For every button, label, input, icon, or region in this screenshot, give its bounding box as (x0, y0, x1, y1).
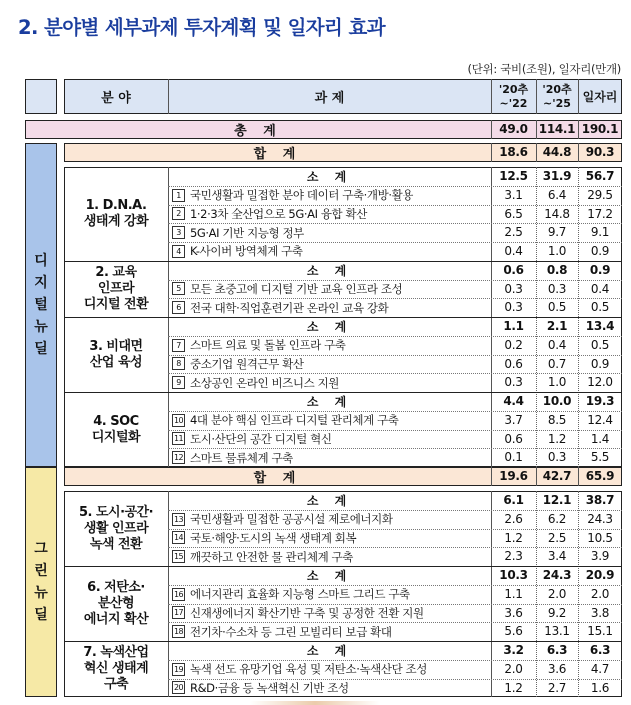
task-text: 깨끗하고 안전한 물 관리체계 구축 (190, 549, 353, 564)
task-number-badge: 16 (172, 588, 185, 601)
task-text: 전기차·수소차 등 그린 모빌리티 보급 확대 (190, 624, 392, 639)
task-4-value-1: 0.4 (504, 244, 523, 258)
task-1-value-2: 6.4 (547, 187, 567, 202)
digital-subtotal-label: 합 계 (253, 147, 302, 162)
task-16-value-1: 1.1 (504, 586, 523, 601)
task-number-badge: 12 (172, 451, 185, 464)
task-16-value-3: 2.0 (590, 586, 610, 601)
task-row-2 (172, 205, 489, 224)
group-4-subtotal-value-1: 4.4 (503, 394, 524, 408)
group-3-subtotal-value-1: 1.1 (503, 319, 524, 333)
task-text: K-사이버 방역체계 구축 (190, 244, 303, 259)
task-text: 녹색 선도 유망기업 육성 및 저탄소·녹색산단 조성 (190, 662, 427, 677)
green-section-label: 그린뉴딜 (34, 541, 48, 624)
group-7-subtotal-value-2: 6.3 (546, 643, 568, 657)
area-divider (168, 491, 169, 697)
header-corner (25, 79, 57, 114)
group-subtotal-label: 소 계 (306, 568, 353, 583)
group-4-subtotal-value-3: 19.3 (585, 394, 615, 408)
task-number-badge: 8 (172, 357, 185, 370)
task-row-16 (172, 585, 489, 604)
total-value-3: 190.1 (581, 122, 619, 136)
task-row-14 (172, 529, 489, 548)
task-10-value-1: 3.7 (504, 412, 523, 427)
group-subtotal-label: 소 계 (306, 643, 353, 658)
task-number-badge: 5 (172, 282, 185, 295)
task-10-value-2: 8.5 (547, 412, 567, 427)
task-row-6 (172, 298, 489, 317)
task-3-value-2: 9.7 (547, 225, 567, 240)
task-number-badge: 10 (172, 414, 185, 427)
task-number-badge: 6 (172, 301, 185, 314)
task-8-value-2: 0.7 (547, 356, 567, 371)
task-14-value-3: 10.5 (587, 530, 613, 545)
task-7-value-3: 0.5 (590, 337, 610, 352)
task-row-10 (172, 411, 489, 430)
task-19-value-1: 2.0 (504, 661, 523, 676)
digital-subtotal-value-3: 90.3 (585, 145, 615, 159)
task-1-value-3: 29.5 (587, 187, 613, 202)
task-row-20 (172, 679, 489, 698)
task-5-value-1: 0.3 (504, 281, 523, 296)
task-20-value-2: 2.7 (547, 680, 567, 695)
task-number-badge: 17 (172, 606, 185, 619)
task-text: 스마트 물류체계 구축 (190, 450, 293, 465)
task-number-badge: 14 (172, 531, 185, 544)
digital-subtotal-value-1: 18.6 (499, 145, 528, 159)
group-subtotal-label: 소 계 (306, 394, 353, 409)
task-text: 도시·산단의 공간 디지털 혁신 (190, 431, 332, 446)
group-5-subtotal-value-2: 12.1 (542, 493, 572, 507)
task-number-badge: 1 (172, 189, 185, 202)
task-9-value-2: 1.0 (547, 375, 567, 390)
header-col2: '20추 ~'25 (542, 82, 572, 110)
task-1-value-1: 3.1 (504, 187, 523, 202)
page-title: 2. 분야별 세부과제 투자계획 및 일자리 효과 (18, 16, 385, 39)
group-subtotal-label: 소 계 (306, 263, 353, 278)
task-row-4 (172, 242, 489, 261)
task-6-value-1: 0.3 (504, 300, 523, 315)
group-name-5: 5. 도시·공간· 생활 인프라 녹색 전환 (78, 504, 154, 552)
task-number-badge: 9 (172, 376, 185, 389)
task-text: 1·2·3차 全산업으로 5G·AI 융합 확산 (190, 206, 367, 221)
bottom-decoration (250, 701, 380, 705)
task-8-value-3: 0.9 (590, 356, 610, 371)
task-text: 전국 대학·직업훈련기관 온라인 교육 강화 (190, 300, 389, 315)
task-12-value-3: 5.5 (590, 450, 610, 465)
group-5-subtotal-value-3: 38.7 (585, 493, 615, 507)
task-text: 소상공인 온라인 비즈니스 지원 (190, 375, 339, 390)
task-2-value-2: 14.8 (544, 206, 570, 221)
task-4-value-2: 1.0 (547, 244, 567, 258)
group-2-subtotal-value-1: 0.6 (503, 262, 524, 277)
task-9-value-3: 12.0 (587, 375, 613, 390)
task-10-value-3: 12.4 (587, 412, 613, 427)
digital-subtotal-value-2: 44.8 (542, 145, 572, 159)
task-row-13 (172, 510, 489, 529)
task-row-19 (172, 660, 489, 679)
group-subtotal-label: 소 계 (306, 319, 353, 334)
digital-section-label: 디지털뉴딜 (34, 253, 48, 357)
group-name-7: 7. 녹색산업 혁신 생태계 구축 (83, 645, 149, 693)
task-20-value-3: 1.6 (590, 680, 610, 695)
task-8-value-1: 0.6 (504, 356, 523, 371)
header-col1: '20추 ~'22 (498, 82, 529, 110)
task-5-value-3: 0.4 (590, 281, 610, 296)
task-text: 국민생활과 밀접한 분야 데이터 구축·개방·활용 (190, 188, 414, 203)
task-19-value-2: 3.6 (547, 661, 567, 676)
task-6-value-3: 0.5 (590, 300, 610, 315)
group-name-4: 4. SOC 디지털화 (91, 413, 141, 445)
task-number-badge: 4 (172, 245, 185, 258)
task-11-value-1: 0.6 (504, 431, 523, 446)
task-row-7 (172, 336, 489, 355)
task-18-value-2: 13.1 (544, 624, 570, 639)
unit-note: (단위: 국비(조원), 일자리(만개) (467, 62, 621, 76)
task-row-15 (172, 547, 489, 566)
group-2-subtotal-value-3: 0.9 (589, 262, 611, 277)
task-row-18 (172, 622, 489, 641)
header-field: 분 야 (101, 91, 131, 106)
task-row-9 (172, 373, 489, 392)
group-1-subtotal-value-2: 31.9 (542, 169, 572, 183)
group-7-subtotal-value-3: 6.3 (589, 643, 611, 657)
group-6-subtotal-value-3: 20.9 (585, 568, 615, 582)
task-14-value-2: 2.5 (547, 530, 567, 545)
total-value-2: 114.1 (538, 122, 576, 136)
group-5-subtotal-value-1: 6.1 (503, 493, 524, 507)
task-number-badge: 3 (172, 226, 185, 239)
task-13-value-1: 2.6 (504, 511, 523, 526)
group-subtotal-label: 소 계 (306, 169, 353, 184)
task-number-badge: 15 (172, 550, 185, 563)
task-text: 국토·해양·도시의 녹색 생태계 회복 (190, 530, 357, 545)
digital-section-label-wrap (25, 143, 57, 467)
task-4-value-3: 0.9 (590, 244, 610, 258)
total-value-1: 49.0 (499, 122, 528, 136)
task-12-value-1: 0.1 (504, 450, 523, 465)
task-row-5 (172, 280, 489, 299)
group-3-subtotal-value-3: 13.4 (585, 319, 615, 333)
green-section-label-wrap (25, 467, 57, 697)
task-15-value-3: 3.9 (590, 549, 610, 564)
task-number-badge: 20 (172, 681, 185, 694)
group-name-3: 3. 비대면 산업 육성 (89, 338, 143, 370)
task-2-value-1: 6.5 (504, 206, 523, 221)
task-7-value-2: 0.4 (547, 337, 567, 352)
task-text: 신재생에너지 확산기반 구축 및 공정한 전환 지원 (190, 605, 424, 620)
task-2-value-3: 17.2 (587, 206, 613, 221)
group-7-subtotal-value-1: 3.2 (503, 643, 524, 657)
task-number-badge: 11 (172, 432, 185, 445)
task-13-value-2: 6.2 (547, 511, 567, 526)
task-11-value-2: 1.2 (547, 431, 567, 446)
task-text: 중소기업 원격근무 확산 (190, 356, 304, 371)
header-task: 과 제 (314, 91, 345, 106)
task-7-value-1: 0.2 (504, 337, 523, 352)
task-15-value-2: 3.4 (547, 549, 567, 564)
task-text: 4대 분야 핵심 인프라 디지털 관리체계 구축 (190, 413, 399, 428)
group-subtotal-label: 소 계 (306, 493, 353, 508)
task-17-value-3: 3.8 (590, 605, 610, 620)
task-number-badge: 2 (172, 207, 185, 220)
group-name-6: 6. 저탄소· 분산형 에너지 확산 (83, 579, 149, 627)
task-text: 국민생활과 밀접한 공공시설 제로에너지화 (190, 512, 393, 527)
group-6-subtotal-value-1: 10.3 (499, 568, 528, 582)
task-number-badge: 7 (172, 339, 185, 352)
task-3-value-1: 2.5 (504, 225, 523, 240)
green-subtotal-label: 합 계 (253, 471, 302, 486)
total-label: 총 계 (234, 124, 282, 139)
task-17-value-2: 9.2 (547, 605, 567, 620)
task-3-value-3: 9.1 (590, 225, 610, 240)
group-6-subtotal-value-2: 24.3 (542, 568, 572, 582)
task-row-11 (172, 430, 489, 449)
task-number-badge: 13 (172, 513, 185, 526)
task-number-badge: 18 (172, 625, 185, 638)
task-12-value-2: 0.3 (547, 450, 567, 465)
task-15-value-1: 2.3 (504, 549, 523, 564)
task-11-value-3: 1.4 (590, 431, 610, 446)
task-text: 5G·AI 기반 지능형 정부 (190, 225, 304, 240)
task-14-value-1: 1.2 (504, 530, 523, 545)
task-6-value-2: 0.5 (547, 300, 567, 315)
task-text: 에너지관리 효율화 지능형 스마트 그리드 구축 (190, 587, 410, 602)
group-name-1: 1. D.N.A. 생태계 강화 (83, 197, 149, 229)
task-text: R&D·금융 등 녹색혁신 기반 조성 (190, 680, 349, 695)
green-subtotal-value-3: 65.9 (585, 469, 615, 483)
group-1-subtotal-value-3: 56.7 (585, 169, 615, 183)
green-subtotal-value-1: 19.6 (499, 469, 528, 483)
group-3-subtotal-value-2: 2.1 (546, 319, 568, 333)
group-2-subtotal-value-2: 0.8 (546, 262, 568, 277)
task-16-value-2: 2.0 (547, 586, 567, 601)
group-name-2: 2. 교육 인프라 디지털 전환 (83, 264, 149, 312)
task-text: 모든 초중고에 디지털 기반 교육 인프라 조성 (190, 281, 403, 296)
green-subtotal-value-2: 42.7 (542, 469, 572, 483)
task-text: 스마트 의료 및 돌봄 인프라 구축 (190, 338, 346, 353)
task-row-8 (172, 355, 489, 374)
task-5-value-2: 0.3 (547, 281, 567, 296)
task-18-value-1: 5.6 (504, 624, 523, 639)
task-number-badge: 19 (172, 663, 185, 676)
task-19-value-3: 4.7 (590, 661, 610, 676)
task-9-value-1: 0.3 (504, 375, 523, 390)
task-18-value-3: 15.1 (587, 624, 613, 639)
group-4-subtotal-value-2: 10.0 (542, 394, 572, 408)
task-row-17 (172, 604, 489, 623)
task-13-value-3: 24.3 (587, 511, 613, 526)
task-row-12 (172, 448, 489, 467)
task-17-value-1: 3.6 (504, 605, 523, 620)
task-row-3 (172, 223, 489, 242)
task-20-value-1: 1.2 (504, 680, 523, 695)
task-row-1 (172, 186, 489, 205)
header-col3: 일자리 (582, 89, 618, 104)
group-1-subtotal-value-1: 12.5 (499, 169, 528, 183)
